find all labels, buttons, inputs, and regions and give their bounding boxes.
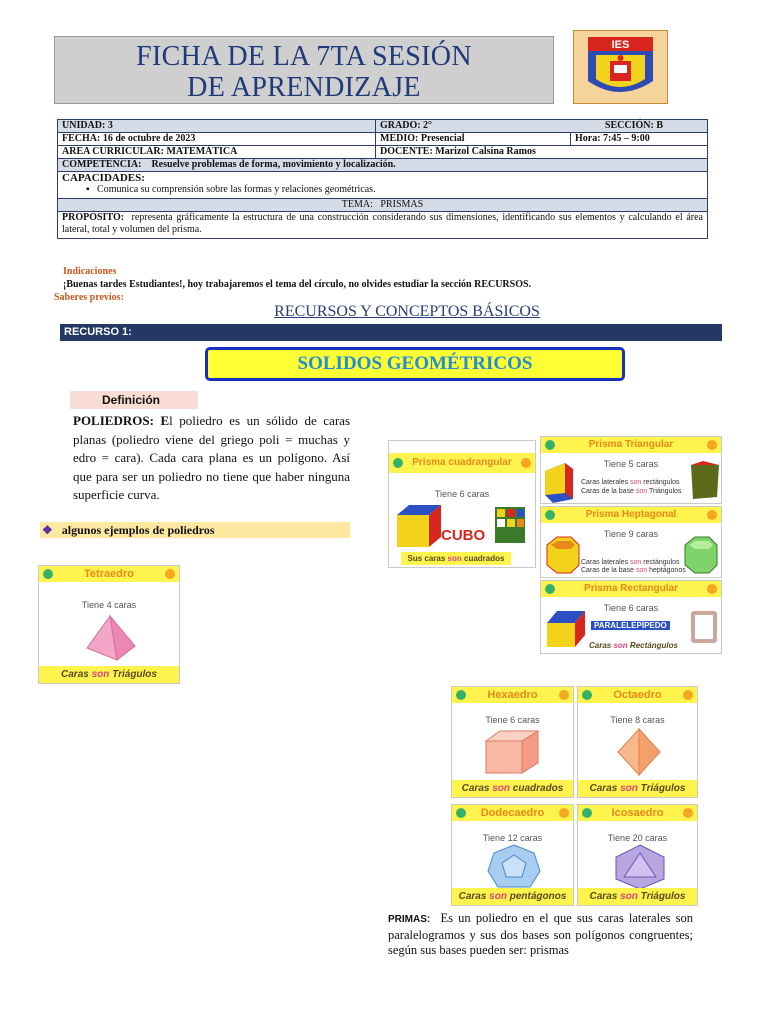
tetrahedron-icon bbox=[83, 614, 137, 662]
foot-a: Caras bbox=[61, 669, 92, 680]
hora: Hora: 7:45 – 9:00 bbox=[571, 133, 708, 146]
definicion-label: Definición bbox=[70, 391, 198, 409]
tema-value: PRISMAS bbox=[380, 199, 424, 210]
green-dot-icon bbox=[393, 458, 403, 468]
title-box bbox=[54, 36, 554, 104]
foot-son: son bbox=[489, 891, 507, 902]
primas-paragraph bbox=[388, 911, 693, 959]
orange-dot-icon bbox=[559, 808, 569, 818]
indicaciones-label: Indicaciones bbox=[63, 266, 117, 277]
green-dot-icon bbox=[582, 690, 592, 700]
primas-text: Es un poliedro en el que sus caras laterales son paralelogramos y sus dos bases son polígonos congruentes; según sus bases pueden ser: prismas bbox=[388, 911, 693, 957]
foot-a: Caras bbox=[458, 891, 490, 902]
grado: GRADO: 2° bbox=[380, 120, 433, 131]
logo-text: IES bbox=[611, 39, 630, 51]
foot-son: son bbox=[620, 783, 638, 794]
poliedros-definition bbox=[73, 412, 350, 505]
l2a: Caras de la base bbox=[581, 567, 636, 574]
proposito-text: representa gráficamente la estructura de una construcción considerando sus dimensiones, identificando sus elementos y calculando el área lateral, total y volumen del prisma. bbox=[62, 212, 703, 235]
hexaedro-title: Hexaedro bbox=[487, 689, 538, 701]
recurso-1-bar: RECURSO 1: bbox=[60, 324, 722, 341]
orange-dot-icon bbox=[707, 440, 717, 450]
paralelepipedo-label: PARALELEPÍPEDO bbox=[591, 621, 670, 630]
area-curricular: AREA CURRICULAR: MATEMÁTICA bbox=[58, 146, 376, 159]
dodecahedron-icon bbox=[486, 843, 542, 891]
card-tetraedro bbox=[38, 565, 180, 684]
tetraedro-foot bbox=[39, 666, 179, 683]
rectangular-sub: Tiene 6 caras bbox=[603, 603, 659, 613]
poliedros-text: l poliedro es un sólido de caras planas (poliedro viene del griego poli = muchas y edro = cara). Cada cara plana es un polígono. Así que para ser un poliedro no tiene que haber ninguna superficie curva. bbox=[73, 413, 351, 502]
title-line-1: FICHA DE LA 7TA SESIÓN bbox=[136, 41, 472, 72]
capacidades bbox=[58, 172, 708, 199]
foot-son: son bbox=[620, 891, 638, 902]
cube-icon bbox=[482, 727, 546, 775]
icosahedron-icon bbox=[612, 843, 668, 891]
octaedro-sub: Tiene 8 caras bbox=[610, 715, 665, 725]
competencia-label: COMPETENCIA: bbox=[62, 159, 142, 170]
green-dot-icon bbox=[456, 690, 466, 700]
l1son: son bbox=[630, 479, 642, 486]
foot-a: Caras bbox=[589, 891, 621, 902]
foot-a: Caras bbox=[589, 641, 614, 650]
school-logo bbox=[573, 30, 668, 104]
competencia-value: Resuelve problemas de forma, movimiento y localización. bbox=[151, 159, 396, 170]
green-dot-icon bbox=[545, 584, 555, 594]
octahedron-icon bbox=[614, 727, 664, 777]
l2son: son bbox=[635, 488, 648, 495]
tema-label: TEMA: bbox=[341, 199, 373, 210]
medio-label: MEDIO: bbox=[380, 133, 419, 144]
cuadrangular-foot bbox=[401, 552, 511, 565]
card-dodecaedro bbox=[451, 804, 574, 906]
rectangular-foot bbox=[589, 641, 678, 650]
dodecaedro-sub: Tiene 12 caras bbox=[482, 833, 543, 843]
foot-a: Caras bbox=[461, 783, 493, 794]
hexaedro-sub: Tiene 6 caras bbox=[485, 715, 540, 725]
poliedros-lead: POLIEDROS: E bbox=[73, 413, 170, 428]
heptagonal-line-2 bbox=[581, 567, 686, 574]
ejemplos-heading bbox=[40, 522, 350, 538]
ejemplos-text: algunos ejemplos de poliedros bbox=[61, 523, 215, 537]
tetraedro-title: Tetraedro bbox=[84, 568, 134, 580]
foot-son: son bbox=[492, 783, 510, 794]
triangular-title: Prisma Triangular bbox=[588, 439, 674, 450]
diamond-bullet-icon: ❖ bbox=[42, 523, 53, 537]
card-prisma-triangular bbox=[540, 436, 722, 504]
orange-dot-icon bbox=[707, 510, 717, 520]
grado-seccion bbox=[376, 120, 708, 133]
foot-son: son bbox=[613, 641, 628, 650]
capacidad-item: ▪ Comunica su comprensión sobre las formas y relaciones geométricas. bbox=[86, 184, 376, 195]
primas-label: PRIMAS: bbox=[388, 914, 431, 925]
indicaciones-text: ¡Buenas tardes Estudiantes!, hoy trabajaremos el tema del círculo, no olvides estudiar la sección RECURSOS. bbox=[63, 279, 532, 290]
l1son: son bbox=[630, 559, 642, 566]
foot-b: cuadrados bbox=[461, 554, 505, 563]
cubo-label: CUBO bbox=[441, 527, 486, 544]
octaedro-foot bbox=[578, 780, 697, 797]
capacidades-label: CAPACIDADES: bbox=[62, 172, 145, 184]
proposito bbox=[58, 212, 708, 239]
orange-dot-icon bbox=[559, 690, 569, 700]
fecha: FECHA: 16 de octubre de 2023 bbox=[58, 133, 376, 146]
green-dot-icon bbox=[545, 440, 555, 450]
card-prisma-cuadrangular bbox=[388, 440, 536, 568]
solidos-geometricos-banner: SOLIDOS GEOMÉTRICOS bbox=[205, 347, 625, 381]
seccion: SECCIÓN: B bbox=[604, 120, 663, 131]
dodecaedro-foot bbox=[452, 888, 573, 905]
foot-b: Triágulos bbox=[109, 669, 157, 680]
l2son: son bbox=[635, 567, 648, 574]
foot-b: Triágulos bbox=[637, 891, 686, 902]
green-dot-icon bbox=[456, 808, 466, 818]
triangular-sub: Tiene 5 caras bbox=[603, 459, 659, 469]
foot-a: Sus caras bbox=[407, 554, 448, 563]
medio-value: Presencial bbox=[420, 133, 465, 144]
heptagonal-title: Prisma Heptagonal bbox=[585, 509, 677, 520]
proposito-label: PROPÓSITO: bbox=[62, 212, 125, 223]
recursos-title: RECURSOS Y CONCEPTOS BÁSICOS bbox=[274, 303, 540, 320]
l1b: rectángulos bbox=[641, 479, 680, 486]
orange-dot-icon bbox=[683, 808, 693, 818]
competencia bbox=[58, 159, 708, 172]
orange-dot-icon bbox=[521, 458, 531, 468]
l2a: Caras de la base bbox=[581, 488, 636, 495]
tetraedro-sub: Tiene 4 caras bbox=[81, 600, 137, 610]
card-octaedro bbox=[577, 686, 698, 798]
green-dot-icon bbox=[582, 808, 592, 818]
unidad: UNIDAD: 3 bbox=[58, 120, 376, 133]
heptagonal-line-1 bbox=[581, 559, 679, 566]
foot-son: son bbox=[447, 554, 462, 563]
card-prisma-heptagonal bbox=[540, 506, 722, 578]
title-line-2: DE APRENDIZAJE bbox=[187, 72, 421, 103]
foot-b: cuadrados bbox=[510, 783, 564, 794]
foot-b: pentágonos bbox=[506, 891, 567, 902]
orange-dot-icon bbox=[683, 690, 693, 700]
session-info-table bbox=[57, 119, 708, 239]
l2b: Triángulos bbox=[647, 488, 682, 495]
l1a: Caras laterales bbox=[581, 479, 631, 486]
foot-a: Caras bbox=[589, 783, 621, 794]
octaedro-title: Octaedro bbox=[613, 689, 662, 701]
triangular-line-2 bbox=[581, 488, 681, 495]
foot-b: Triágulos bbox=[637, 783, 686, 794]
card-prisma-rectangular bbox=[540, 580, 722, 654]
cuadrangular-sub: Tiene 6 caras bbox=[434, 489, 490, 499]
icosaedro-foot bbox=[578, 888, 697, 905]
orange-dot-icon bbox=[165, 569, 175, 579]
l1a: Caras laterales bbox=[581, 559, 631, 566]
icosaedro-title: Icosaedro bbox=[611, 807, 664, 819]
medio bbox=[376, 133, 571, 146]
dodecaedro-title: Dodecaedro bbox=[480, 807, 545, 819]
triangular-line-1 bbox=[581, 479, 679, 486]
green-dot-icon bbox=[43, 569, 53, 579]
capacidad-item-text: Comunica su comprensión sobre las formas y relaciones geométricas. bbox=[97, 184, 376, 195]
tema bbox=[58, 199, 708, 212]
green-dot-icon bbox=[545, 510, 555, 520]
foot-son: son bbox=[91, 669, 110, 680]
l1b: rectángulos bbox=[641, 559, 680, 566]
cuadrangular-title: Prisma cuadrangular bbox=[412, 457, 512, 468]
rectangular-title: Prisma Rectangular bbox=[584, 583, 678, 594]
foot-b: Rectángulos bbox=[627, 641, 678, 650]
card-icosaedro bbox=[577, 804, 698, 906]
saberes-previos: Saberes previos: bbox=[54, 292, 124, 303]
card-hexaedro bbox=[451, 686, 574, 798]
docente: DOCENTE: Marizol Calsina Ramos bbox=[376, 146, 708, 159]
icosaedro-sub: Tiene 20 caras bbox=[607, 833, 668, 843]
heptagonal-sub: Tiene 9 caras bbox=[603, 529, 659, 539]
hexaedro-foot bbox=[452, 780, 573, 797]
orange-dot-icon bbox=[707, 584, 717, 594]
l2b: heptágonos bbox=[647, 567, 686, 574]
